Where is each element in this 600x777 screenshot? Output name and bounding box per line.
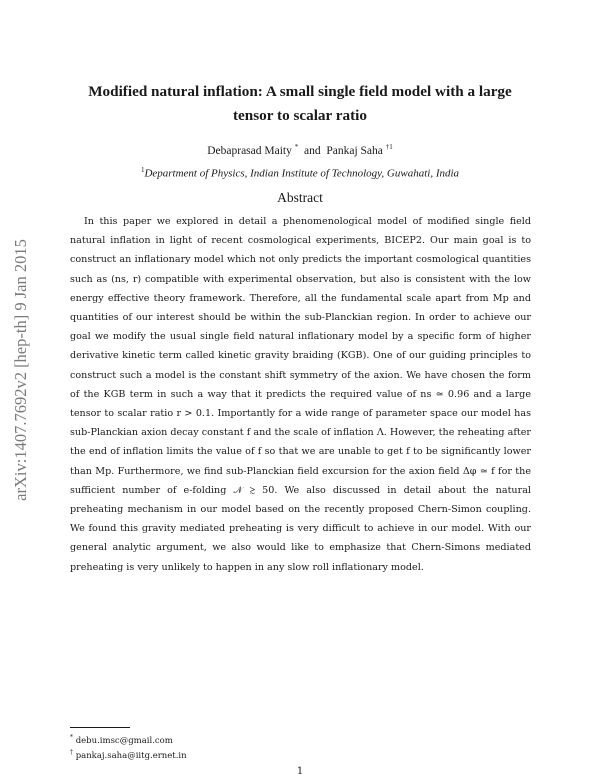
footnote-2: [70, 747, 187, 762]
footnote-1: [70, 732, 187, 747]
arxiv-identifier: arXiv:1407.7692v2 [hep-th] 9 Jan 2015: [11, 239, 30, 501]
author-2-mark: †1: [385, 143, 393, 151]
title-line-2: tensor to scalar ratio: [233, 107, 367, 124]
author-conjunction: and: [303, 144, 321, 157]
affiliation-mark: 1: [140, 166, 145, 174]
author-list: [60, 143, 540, 157]
footnote-1-mark: *: [70, 734, 73, 741]
author-1-mark: *: [294, 143, 299, 151]
footnotes: [70, 732, 187, 763]
paper-title: [60, 80, 540, 128]
arxiv-stamp: [13, 205, 29, 535]
abstract-heading: Abstract: [277, 190, 323, 205]
author-1-name: Debaprasad Maity: [207, 144, 292, 157]
affiliation: [40, 166, 560, 180]
page-number: 1: [296, 766, 304, 777]
footnote-rule: [70, 727, 130, 728]
affiliation-text: Department of Physics, Indian Institute of Technology, Guwahati, India: [144, 167, 460, 180]
footnote-1-email: debu.imsc@gmail.com: [75, 735, 173, 746]
author-2-name: Pankaj Saha: [326, 144, 383, 157]
abstract-body: In this paper we explored in detail a phenomenological model of modified single field natural inflation in light of recent cosmological experiments, BICEP2. Our main goal is to construct an inflationary model which not only predicts the important cosmological quantities such as (ns, r) compatible with experimental observation, but also is consistent with the low energy effective theory framework. Therefore, all the fundamental scale apart from Mp and quantities of our interest should be within the sub-Planckian region. In order to achieve our goal we modify the usual single field natural inflationary model by a specific form of higher derivative kinetic term called kinetic gravity braiding (KGB). One of our guiding principles to construct such a model is the constant shift symmetry of the axion. We have chosen the form of the KGB term in such a way that it predicts the required value of ns ≃ 0.96 and a large tensor to scalar ratio r > 0.1. Importantly for a wide range of parameter space our model has sub-Planckian axion decay constant f and the scale of inflation Λ. However, the reheating after the end of inflation limits the value of f so that we are unable to get f to be significantly lower than Mp. Furthermore, we find sub-Planckian field excursion for the axion field Δφ ≃ f for the sufficient number of e-folding 𝒩 ≳ 50. We also discussed in detail about the natural preheating mechanism in our model based on the recently proposed Chern-Simon coupling. We found this gravity mediated preheating is very difficult to achieve in our model. With our general analytic argument, we also would like to emphasize that Chern-Simons mediated preheating is very unlikely to happen in any slow roll inflationary model.: [70, 216, 531, 573]
footnote-2-mark: †: [70, 749, 73, 757]
title-line-1: Modified natural inflation: A small single field model with a large: [88, 83, 512, 100]
footnote-2-email: pankaj.saha@iitg.ernet.in: [75, 751, 187, 762]
